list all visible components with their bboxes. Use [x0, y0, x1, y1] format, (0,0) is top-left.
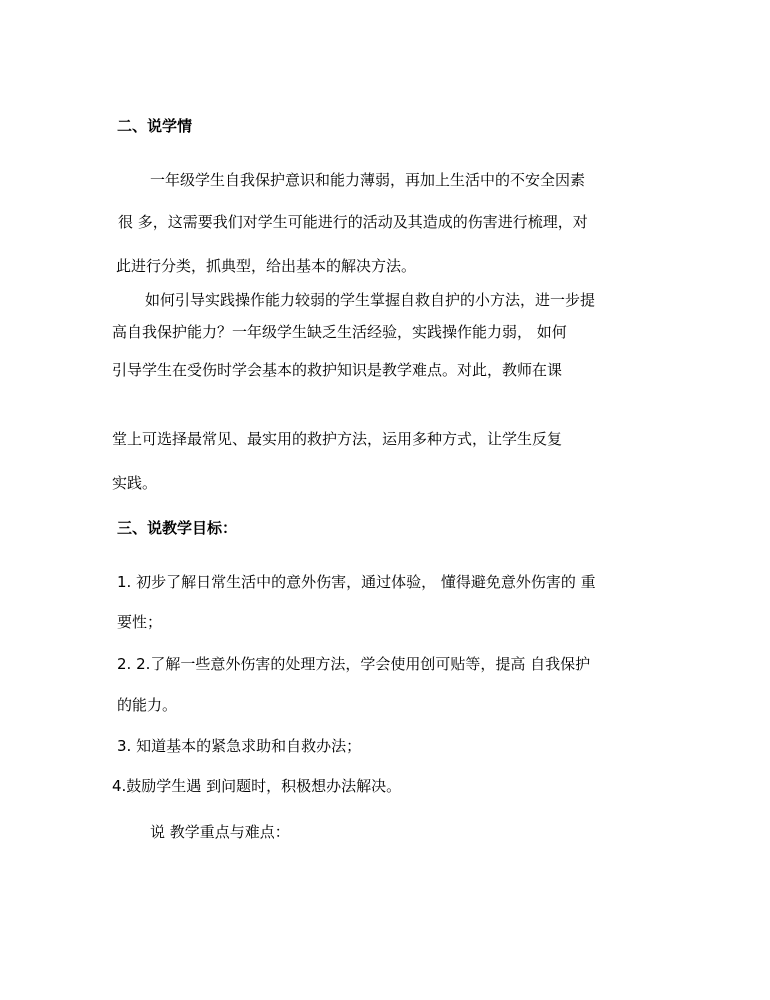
paragraph-line: 堂上可选择最常见、最实用的救护方法，运用多种方式，让学生反复	[112, 430, 563, 448]
goal-line: 的能力。	[117, 696, 178, 714]
paragraph-line: 此进行分类，抓典型，给出基本的解决方法。	[116, 257, 417, 275]
paragraph-line: 实践。	[112, 474, 158, 492]
goal-line: 要性；	[117, 613, 163, 631]
paragraph-line: 很 多，这需要我们对学生可能进行的活动及其造成的伤害进行梳理，对	[118, 213, 588, 231]
goal-line: 3. 知道基本的紧急求助和自救办法；	[117, 737, 362, 755]
paragraph-line: 如何引导实践操作能力较弱的学生掌握自救自护的小方法，进一步提	[145, 291, 596, 309]
goal-line: 1. 初步了解日常生活中的意外伤害，通过体验， 懂得避免意外伤害的 重	[117, 573, 596, 591]
paragraph-line: 引导学生在受伤时学会基本的救护知识是教学难点。对此，教师在课	[112, 361, 563, 379]
goal-line: 4.鼓励学生遇 到问题时，积极想办法解决。	[112, 777, 402, 795]
section-heading-teaching-goals: 三、说教学目标：	[117, 519, 238, 537]
goal-line: 2. 2.了解一些意外伤害的处理方法，学会使用创可贴等，提高 自我保护	[117, 655, 591, 673]
section-heading-learner-analysis: 二、说学情	[117, 117, 193, 135]
paragraph-line: 高自我保护能力？一年级学生缺乏生活经验，实践操作能力弱， 如何	[112, 323, 567, 341]
paragraph-line: 一年级学生自我保护意识和能力薄弱，再加上生活中的不安全因素	[150, 171, 586, 189]
section-heading-key-points: 说 教学重点与难点：	[150, 823, 290, 841]
